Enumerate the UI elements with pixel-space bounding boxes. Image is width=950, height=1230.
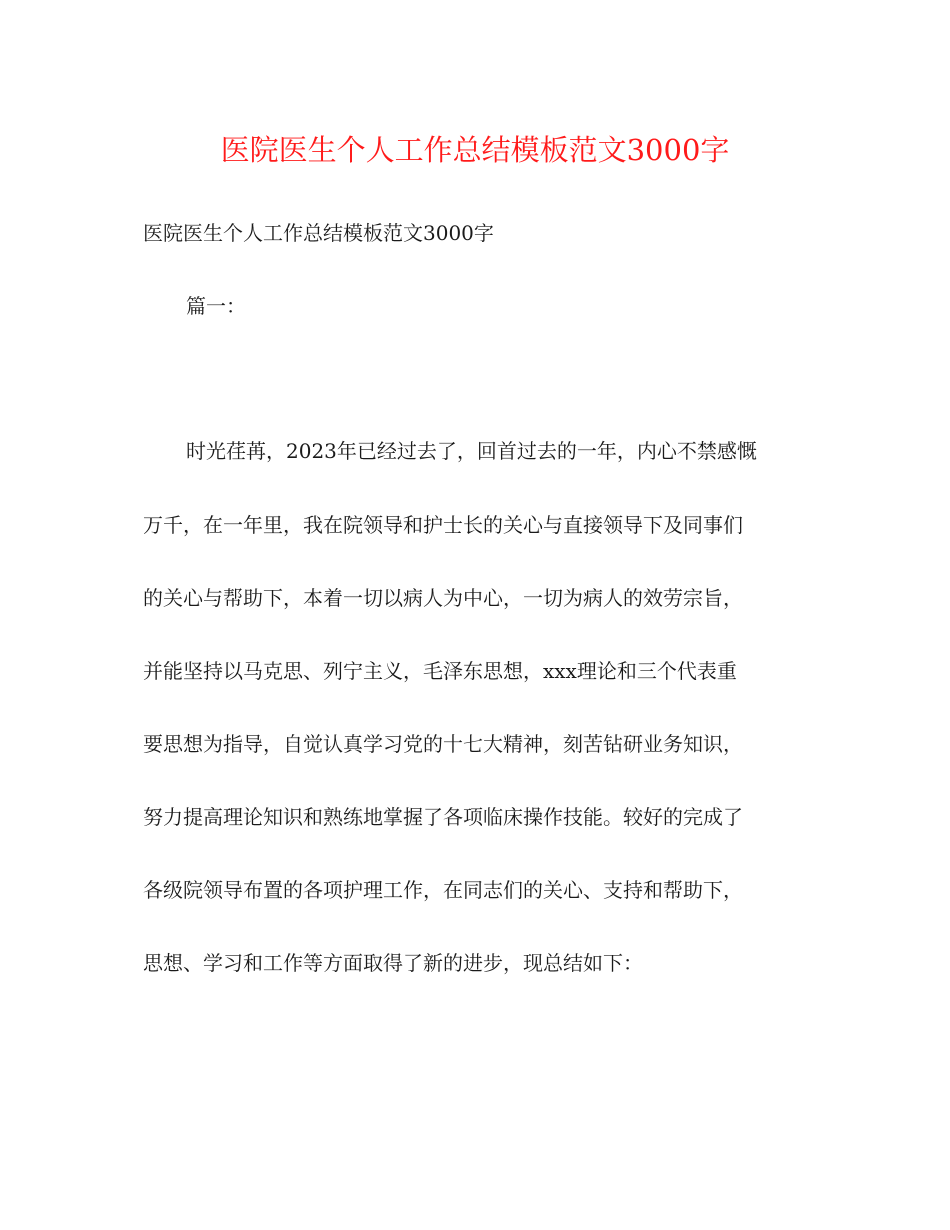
paragraph-line: 时光荏苒，2023年已经过去了，回首过去的一年，内心不禁感慨	[186, 439, 757, 463]
section-label: 篇一：	[186, 294, 246, 318]
paragraph-line: 各级院领导布置的各项护理工作，在同志们的关心、支持和帮助下，	[143, 878, 743, 902]
paragraph-line: 努力提高理论知识和熟练地掌握了各项临床操作技能。较好的完成了	[143, 805, 743, 829]
paragraph-line: 的关心与帮助下，本着一切以病人为中心，一切为病人的效劳宗旨，	[143, 586, 743, 610]
document-subtitle: 医院医生个人工作总结模板范文3000字	[143, 221, 494, 245]
paragraph-line: 思想、学习和工作等方面取得了新的进步，现总结如下：	[143, 951, 643, 975]
paragraph-line: 并能坚持以马克思、列宁主义，毛泽东思想，xxx理论和三个代表重	[143, 659, 737, 683]
paragraph-line: 要思想为指导，自觉认真学习党的十七大精神，刻苦钻研业务知识，	[143, 732, 743, 756]
document-title: 医院医生个人工作总结模板范文3000字	[220, 133, 730, 167]
paragraph-line: 万千，在一年里，我在院领导和护士长的关心与直接领导下及同事们	[143, 513, 743, 537]
